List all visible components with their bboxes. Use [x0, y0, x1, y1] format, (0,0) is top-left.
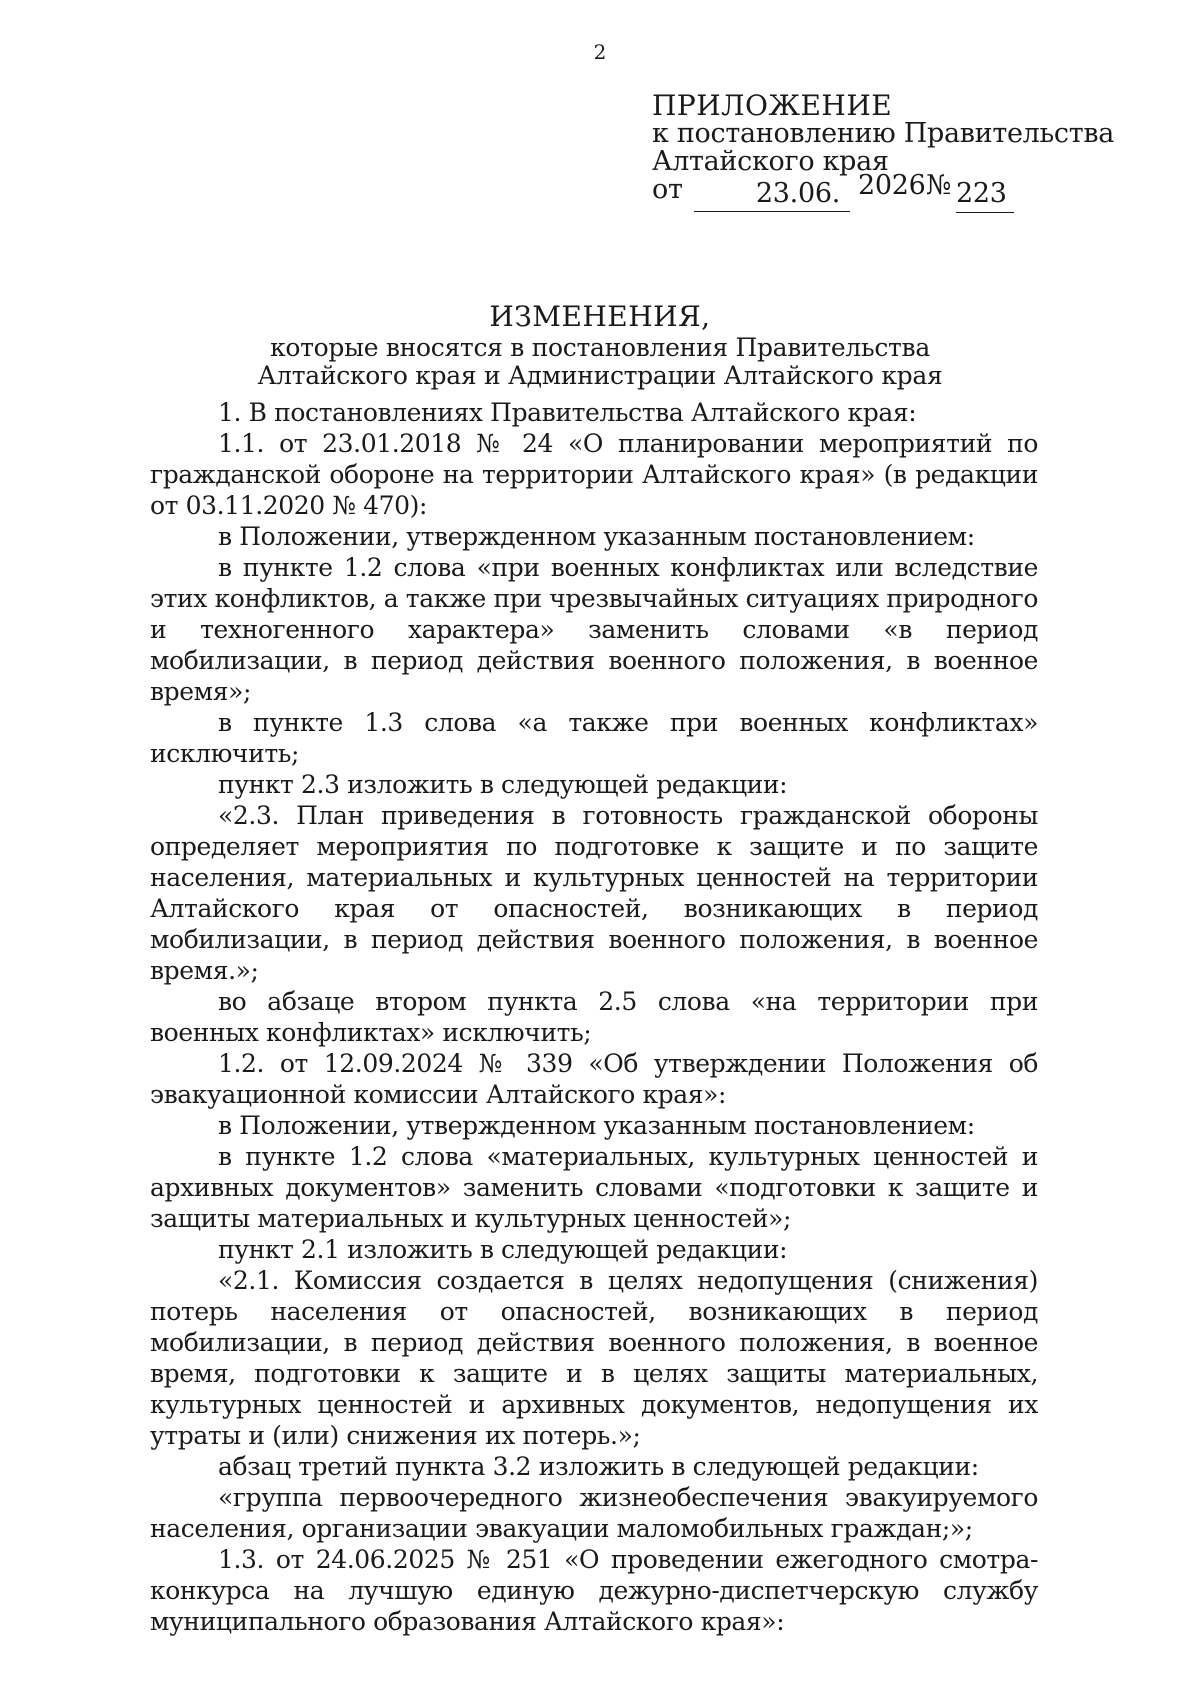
paragraph: пункт 2.1 изложить в следующей редакции: [218, 1235, 788, 1264]
appendix-line-1: к постановлению Правительства [652, 118, 1115, 149]
document-title-block [0, 300, 1200, 390]
paragraph: пункт 2.3 изложить в следующей редакции: [218, 770, 788, 799]
paragraph: 1.2. от 12.09.2024 № 339 «Об утверждении Положения об эвакуационной комиссии Алтайского края»: [150, 1049, 1038, 1109]
appendix-line-2: Алтайского края [652, 146, 889, 177]
appendix-heading: ПРИЛОЖЕНИЕ [652, 89, 893, 122]
paragraph: в Положении, утвержденном указанным постановлением: [218, 1111, 975, 1140]
paragraph: 1.3. от 24.06.2025 № 251 «О проведении ежегодного смотра-конкурса на лучшую единую дежурно-диспетчерскую службу муниципального образования Алтайского края»: [150, 1545, 1038, 1636]
paragraph: в пункте 1.2 слова «при военных конфликтах или вследствие этих конфликтов, а также при чрезвычайных ситуациях природного и техногенного характера» заменить словами «в период мобилизации, в период действия военного положения, в военное время»; [150, 553, 1038, 706]
number-value: 223 [956, 176, 1014, 213]
date-year: 2026 [858, 170, 926, 201]
paragraph: «2.1. Комиссия создается в целях недопущения (снижения) потерь населения от опасностей, возникающих в период мобилизации, в период действия военного положения, в военное время, подготовки к защите и в целях защиты материальных, культурных ценностей и архивных документов, недопущения их утраты и (или) снижения их потерь.»; [150, 1266, 1038, 1450]
paragraph: в Положении, утвержденном указанным постановлением: [218, 522, 975, 551]
paragraph: 1. В постановлениях Правительства Алтайского края: [218, 398, 917, 427]
document-subtitle-line-1: которые вносятся в постановления Правительства [270, 333, 930, 362]
paragraph: в пункте 1.2 слова «материальных, культурных ценностей и архивных документов» заменить словами «подготовки к защите и защиты материальных и культурных ценностей»; [150, 1142, 1038, 1233]
paragraph: «2.3. План приведения в готовность гражданской обороны определяет мероприятия по подготовке к защите и по защите населения, материальных и культурных ценностей на территории Алтайского края от опасностей, возникающих в период мобилизации, в период действия военного положения, в военное время.»; [150, 801, 1038, 985]
paragraph: 1.1. от 23.01.2018 № 24 «О планировании мероприятий по гражданской обороне на территории Алтайского края» (в редакции от 03.11.2020 № 470): [150, 429, 1038, 520]
appendix-date-row [652, 170, 1072, 216]
paragraph: абзац третий пункта 3.2 изложить в следующей редакции: [218, 1452, 979, 1481]
paragraph: во абзаце втором пункта 2.5 слова «на территории при военных конфликтах» исключить; [150, 987, 1038, 1047]
document-title: ИЗМЕНЕНИЯ, [489, 300, 711, 333]
document-body [150, 397, 1038, 1637]
number-sign: № [926, 170, 952, 201]
paragraph: в пункте 1.3 слова «а также при военных конфликтах» исключить; [150, 708, 1038, 768]
date-prefix: от [652, 174, 683, 205]
paragraph: «группа первоочередного жизнеобеспечения эвакуируемого населения, организации эвакуации маломобильных граждан;»; [150, 1483, 1038, 1543]
date-value: 23.06. [694, 176, 850, 212]
appendix-block [652, 89, 1115, 216]
page-number: 2 [593, 40, 607, 64]
document-subtitle-line-2: Алтайского края и Администрации Алтайского края [257, 361, 943, 390]
